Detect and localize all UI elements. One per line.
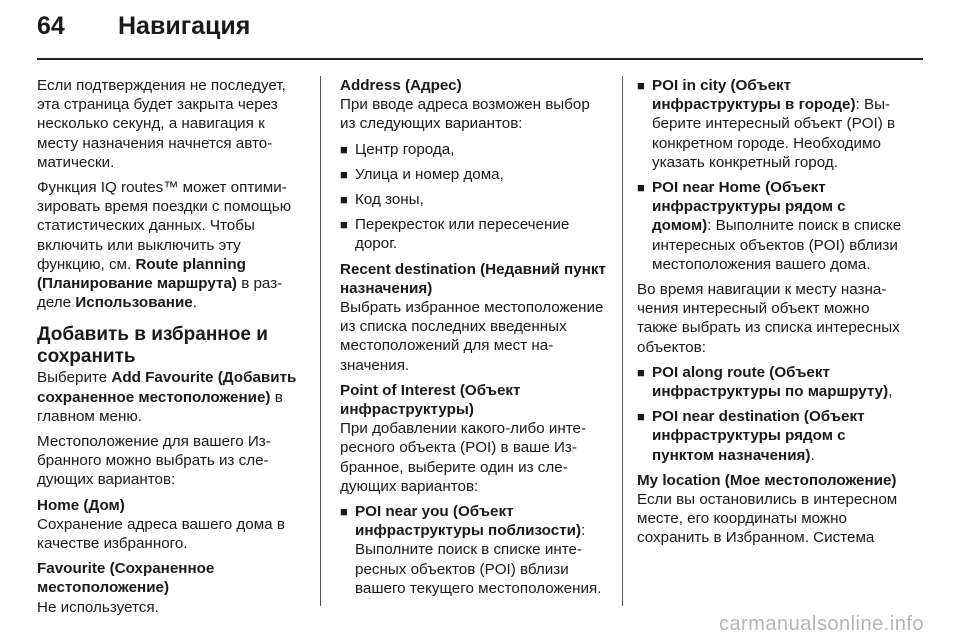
- list-item: [637, 76, 903, 172]
- option-recent-text: Выбрать избранное местоположение из списка последних введенных местоположений для мест назначения.: [340, 299, 604, 374]
- list-item: ■ Код зоны,: [340, 190, 608, 209]
- poi-options-list-cont: [637, 76, 903, 274]
- iq-routes-mid: в разделе: [37, 275, 283, 312]
- column-divider-1: [320, 76, 321, 606]
- paragraph-iq-routes: [37, 178, 307, 312]
- address-options-list: [340, 140, 608, 254]
- option-poi-text: При добавлении какого-либо интересного объекта (POI) в ваше Избранное, выберите один из следующих вариантов:: [340, 420, 587, 495]
- column-1: [37, 76, 307, 623]
- poi-along-route-text: ,: [888, 383, 893, 401]
- option-my-location-heading: My location (Мое местоположение): [637, 471, 897, 489]
- column-divider-2: [622, 76, 623, 606]
- option-favourite-text: Не используется.: [37, 598, 159, 616]
- option-address-text: При вводе адреса возможен выбор из следующих вариантов:: [340, 96, 590, 133]
- poi-near-destination-text: .: [810, 446, 815, 464]
- list-item: [637, 407, 903, 465]
- iq-routes-end: .: [192, 294, 197, 312]
- list-item: [637, 178, 903, 274]
- option-address-heading: Address (Адрес): [340, 77, 462, 94]
- option-recent-heading: Recent destination (Недавний пункт назначения): [340, 260, 606, 297]
- poi-options-list: [340, 502, 608, 598]
- option-home-text: Сохранение адреса вашего дома в качестве избранного.: [37, 515, 285, 553]
- route-planning-link[interactable]: Route planning (Планирование маршрута): [37, 255, 246, 293]
- poi-near-you-label: POI near you (Объект инфраструктуры поблизости): [355, 503, 582, 540]
- list-item: ■ Центр города,: [340, 140, 608, 159]
- poi-near-home-text: : Выполните поиск в списке интересных объектов (POI) вблизи местоположения вашего дома.: [652, 217, 902, 273]
- option-favourite-heading: Favourite (Сохраненное местоположение): [37, 560, 215, 597]
- paragraph-navigation-poi: Во время навигации к месту назначения интересный объект можно также выбрать из списка интересных объектов:: [637, 281, 900, 356]
- list-item: [637, 363, 903, 401]
- option-poi-heading: Point of Interest (Объект инфраструктуры): [340, 381, 521, 419]
- page-title: Навигация: [118, 12, 251, 40]
- poi-in-city-label: POI in city (Объект инфраструктуры в городе): [652, 77, 856, 114]
- list-item: ■ Перекресток или пересечение дорог.: [340, 215, 608, 253]
- option-home-heading: Home (Дом): [37, 496, 125, 514]
- nav-poi-options-list: [637, 363, 903, 465]
- poi-near-you-text: : Выполните поиск в списке интересных объектов (POI) вблизи вашего текущего местоположения.: [355, 522, 602, 597]
- paragraph-confirmation: Если подтверждения не последует, эта страница будет закрыта через несколько секунд, а навигация к месту назначения начнется автоматически.: [37, 77, 286, 171]
- add-favourite-pre: Выберите: [37, 369, 112, 387]
- column-2: [340, 76, 608, 604]
- header-rule: [37, 58, 923, 60]
- watermark: carmanualsonline.info: [718, 613, 924, 635]
- column-3: [637, 76, 903, 554]
- option-my-location-text: Если вы остановились в интересном месте, его координаты можно сохранить в Избранном. Система: [637, 491, 898, 547]
- list-item: ■ Улица и номер дома,: [340, 165, 608, 184]
- poi-near-destination-label: POI near destination (Объект инфраструктуры рядом с пунктом назначения): [652, 408, 865, 464]
- iq-routes-text: Функция IQ routes™ может оптимизировать время поездки с помощью статистических данных. Чтобы включить или выключить эту функцию, см.: [37, 179, 292, 273]
- paragraph-location-options: Местоположение для вашего Избранного можно выбрать из следующих вариантов:: [37, 433, 271, 489]
- usage-link[interactable]: Использование: [75, 294, 193, 312]
- add-favourite-end: в главном меню.: [37, 388, 283, 425]
- list-item: [340, 502, 608, 598]
- add-favourite-menu-item: Add Favourite (Добавить сохраненное местоположение): [37, 369, 297, 406]
- poi-near-home-label: POI near Home (Объект инфраструктуры рядом с домом): [652, 179, 846, 235]
- paragraph-add-favourite: [37, 368, 307, 426]
- poi-in-city-text: : Выберите интересный объект (POI) в конкретном городе. Необходимо указать конкретный город.: [652, 96, 896, 171]
- poi-along-route-label: POI along route (Объект инфраструктуры по маршруту): [652, 363, 889, 401]
- page-number: 64: [37, 12, 65, 40]
- section-heading-favourites: Добавить в избранное и сохранить: [37, 324, 268, 368]
